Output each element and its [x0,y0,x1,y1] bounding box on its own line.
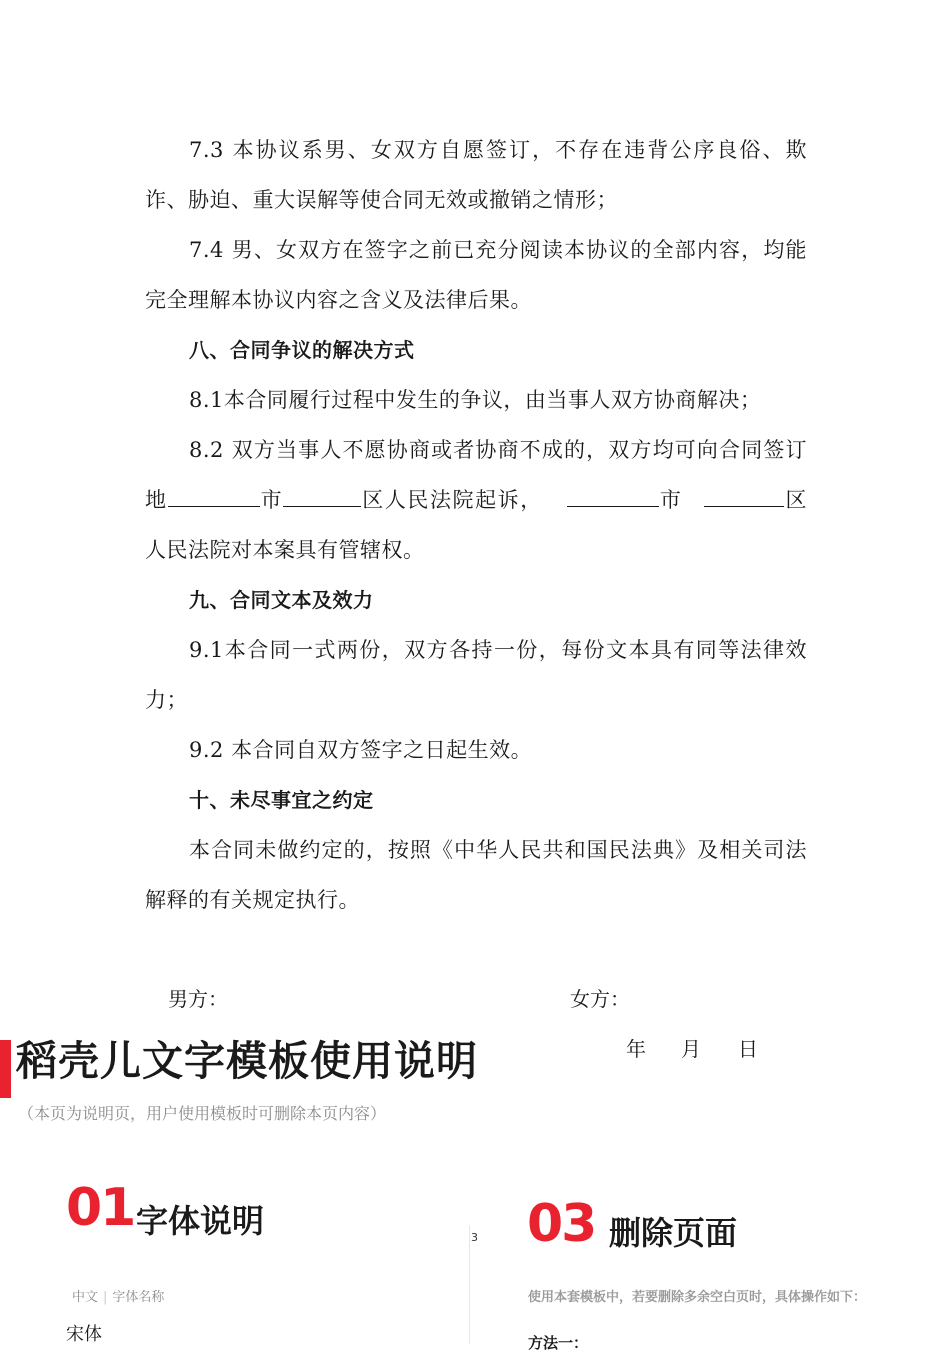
date-month: 月 [681,1037,701,1061]
clause-8-2-text-c: 区人民法院起诉， [361,488,543,512]
section-1-title: 字体说明 [136,1202,265,1240]
section-3-number: 03 [527,1194,596,1254]
clause-8-2-text-b: 市 [259,488,284,512]
clause-8-2-text-d: 市 [658,488,683,512]
section-3-title: 删除页面 [609,1214,738,1252]
male-signature-label: 男方： [168,987,228,1011]
section-3-method: 方法一： [528,1334,589,1352]
section-1-number: 01 [66,1178,135,1238]
heading-section-9: 九、合同文本及效力 [189,588,374,612]
font-value-songti: 宋体 [66,1324,102,1345]
blank-district-2 [704,484,784,507]
clause-8-2-text-e: 区人民法院对本案具有管辖权。 [145,488,808,562]
font-label-cn: 中文 [72,1290,99,1305]
clause-7-3: 7.3 本协议系男、女双方自愿签订，不存在违背公序良俗、欺诈、胁迫、重大误解等使合同无效或撤销之情形； [145,138,807,212]
guide-subtitle: （本页为说明页，用户使用模板时可删除本页内容） [18,1104,387,1123]
clause-7-4: 7.4 男、女双方在签字之前已充分阅读本协议的全部内容，均能完全理解本协议内容之含义及法律后果。 [145,238,807,312]
clause-8-2-text-a: 8.2 双方当事人不愿协商或者协商不成的，双方均可向合同签订地 [145,438,807,512]
female-signature-label: 女方： [570,987,630,1011]
clause-8-1: 8.1本合同履行过程中发生的争议，由当事人双方协商解决； [189,388,762,412]
font-label-name: 字体名称 [112,1290,165,1305]
blank-district-1 [283,484,361,507]
heading-section-10: 十、未尽事宜之约定 [189,788,374,812]
date-day: 日 [738,1037,758,1061]
blank-city-2 [567,484,659,507]
column-divider [469,1225,470,1344]
guide-title: 稻壳儿文字模板使用说明 [16,1037,478,1085]
clause-9-2: 9.2 本合同自双方签字之日起生效。 [189,738,533,762]
section-3-description: 使用本套模板中，若要删除多余空白页时，具体操作如下： [528,1290,867,1305]
clause-8-2 [145,425,807,575]
page-number: 3 [471,1231,478,1244]
accent-bar [0,1040,11,1098]
date-year: 年 [626,1037,646,1061]
blank-city-1 [168,484,260,507]
font-label-separator: | [103,1290,108,1305]
font-label-row [72,1286,164,1305]
clause-10: 本合同未做约定的，按照《中华人民共和国民法典》及相关司法解释的有关规定执行。 [145,838,807,912]
heading-section-8: 八、合同争议的解决方式 [189,338,415,362]
clause-9-1: 9.1本合同一式两份，双方各持一份，每份文本具有同等法律效力； [145,638,807,712]
